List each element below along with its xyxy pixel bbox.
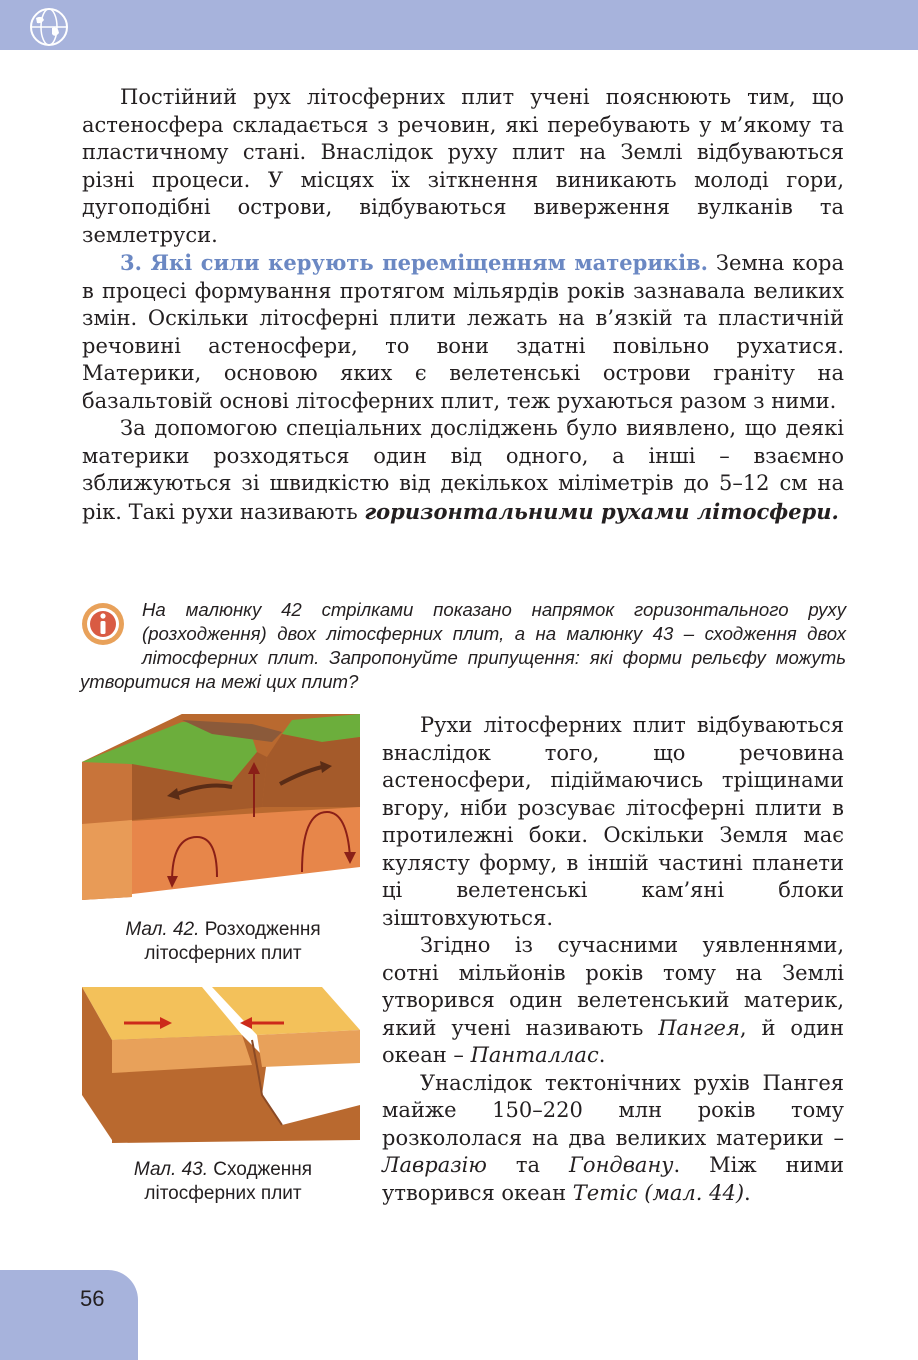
section-text: Земна кора в процесі формування протягом мільярдів років зазнавала великих змін. Оскільки літосферні плити лежать на в’язкій та пластичній речовині астеносфери, то вони здатні повільно рухатися. Материки, основою яких є велетенські острови граніту на базальтовій основі літосферних плит, теж рухаються разом з ними. [82,251,845,413]
p3-text: Унаслідок тектонічних рухів Пангея майже 150–220 млн років тому розкололася на два великих материки – [382,1070,844,1150]
term-laurasia: Лавразію [382,1153,487,1177]
figure-43-caption [82,1158,364,1206]
key-term: горизонтальними рухами літосфери [364,498,832,524]
term-gondwana: Гондвану [569,1153,674,1177]
p2-text: Згідно із сучасними уявленнями, сотні мільйонів років тому на Землі утворився один велетенський материк, який учені називають [382,933,844,1040]
figure-42-caption [82,918,364,966]
right-column-text [382,712,844,1207]
figure-42-number: Мал. 42. [125,919,200,940]
right-paragraph-3 [382,1070,844,1208]
right-paragraph-2 [382,932,844,1070]
figure-43-title: Сходження літосферних плит [144,1159,313,1204]
right-paragraph-1: Рухи літосферних плит відбуваються внаслідок того, що речовина астеносфери, підіймаючись тріщинами вгору, ніби розсуває літосферні плити в протилежні боки. Оскільки Земля має кулясту форму, в іншій частині планети ці велетенські кам’яні блоки зіштовхуються. [382,713,844,930]
figure-44-reference: (мал. 44) [637,1180,745,1205]
info-text: На малюнку 42 стрілками показано напрямок горизонтального руху (розходження) двох літосферних плит, а на малюнку 43 – сходження двох літосферних плит. Запропонуйте припущення: які форми рельєфу можуть утворитися на межі цих плит? [80,599,846,692]
paragraph-3 [82,415,844,526]
p2-mid: , й один океан – [382,1015,844,1067]
p3-mid: . Між ними утворився океан [382,1153,844,1205]
p3-and: та [486,1153,570,1177]
term-tethys: Тетіс [572,1180,638,1205]
page-number-tab [0,1270,138,1360]
figure-42-title: Розходження літосферних плит [144,919,321,964]
globe-icon [28,6,70,48]
figure-43-diagram [82,985,362,1145]
p3-end: . [744,1180,751,1205]
info-box [80,598,846,694]
paragraph-3-text: За допомогою спеціальних досліджень було виявлено, що деякі материки розходяться один від одного, а інші – взаємно зближуються зі швидкістю від декількох міліметрів до 5–12 см на рік. Такі рухи називають [82,416,844,524]
p2-end: . [598,1043,606,1067]
page-number: 56 [80,1286,105,1311]
figure-43-number: Мал. 43. [133,1159,208,1180]
top-bar [0,0,918,50]
term-pantalassa: Панталлас [470,1043,599,1067]
paragraph-3-end: . [831,498,839,524]
section-heading: 3. Які сили керують переміщенням материків. [120,250,708,275]
term-pangea: Пангея [658,1015,740,1040]
paragraph-1: Постійний рух літосферних плит учені пояснюють тим, що астеносфера складається з речовин, які перебувають у м’якому та пластичному стані. Внаслідок руху плит на Землі відбуваються різні процеси. У місцях їх зіткнення виникають молоді гори, дугоподібні острови, відбуваються виверження вулканів та землетруси. [82,85,844,247]
main-text [82,84,844,526]
figure-42-diagram [82,712,362,902]
paragraph-section-3 [82,249,844,415]
